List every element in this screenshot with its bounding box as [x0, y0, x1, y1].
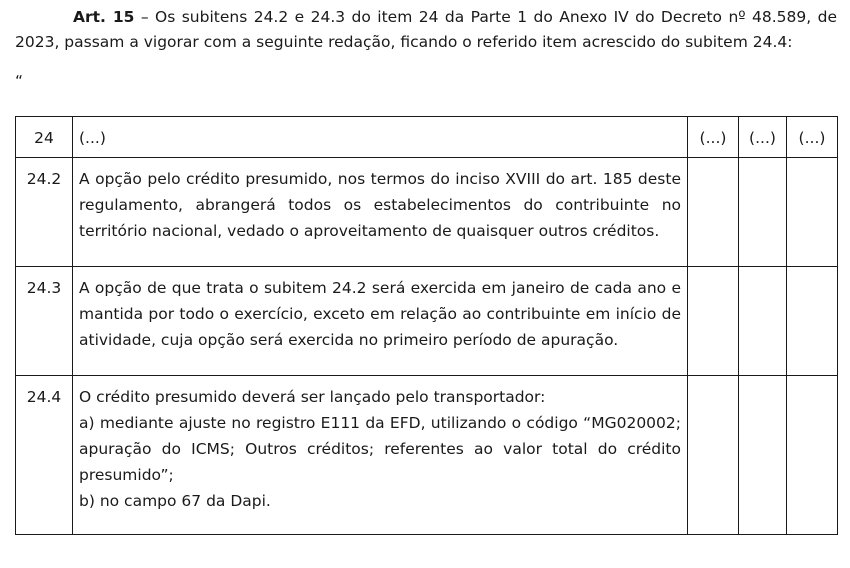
item-text-line: O crédito presumido deverá ser lançado pelo transportador:	[79, 388, 546, 406]
item-number: 24.3	[16, 267, 73, 376]
column-1-cell	[688, 158, 739, 267]
article-text: – Os subitens 24.2 e 24.3 do item 24 da Parte 1 do Anexo IV do Decreto nº 48.589, de 2023, passam a vigorar com a seguinte redação, ficando o referido item acrescido do subitem 24.4:	[15, 8, 837, 51]
item-text: A opção pelo crédito presumido, nos termos do inciso XVIII do art. 185 deste regulamento, abrangerá todos os estabelecimentos do contribuinte no território nacional, vedado o aproveitamento de quaisquer outros créditos.	[73, 158, 688, 267]
table-row-24-3	[16, 267, 838, 376]
item-text: (...)	[73, 117, 688, 158]
column-1-cell	[688, 267, 739, 376]
item-text: A opção de que trata o subitem 24.2 será exercida em janeiro de cada ano e mantida por todo o exercício, exceto em relação ao contribuinte em início de atividade, cuja opção será exercida no primeiro período de apuração.	[73, 267, 688, 376]
article-paragraph	[15, 5, 837, 55]
column-1-cell: (...)	[688, 117, 739, 158]
opening-quote: “	[15, 72, 24, 90]
column-2-cell	[739, 267, 787, 376]
column-3-cell	[787, 267, 838, 376]
item-text-line: a) mediante ajuste no registro E111 da EFD, utilizando o código “MG020002; apuração do ICMS; Outros créditos; referentes ao valor total do crédito presumido”;	[79, 414, 681, 484]
annex-table	[15, 116, 838, 535]
item-number: 24.2	[16, 158, 73, 267]
item-number: 24.4	[16, 376, 73, 535]
table-row-24	[16, 117, 838, 158]
article-label: Art. 15	[73, 8, 135, 26]
table-row-24-4	[16, 376, 838, 535]
item-text-line: b) no campo 67 da Dapi.	[79, 492, 271, 510]
column-2-cell: (...)	[739, 117, 787, 158]
column-2-cell	[739, 158, 787, 267]
column-3-cell	[787, 158, 838, 267]
item-number: 24	[16, 117, 73, 158]
table-row-24-2	[16, 158, 838, 267]
column-3-cell: (...)	[787, 117, 838, 158]
item-text	[73, 376, 688, 535]
column-1-cell	[688, 376, 739, 535]
column-3-cell	[787, 376, 838, 535]
column-2-cell	[739, 376, 787, 535]
